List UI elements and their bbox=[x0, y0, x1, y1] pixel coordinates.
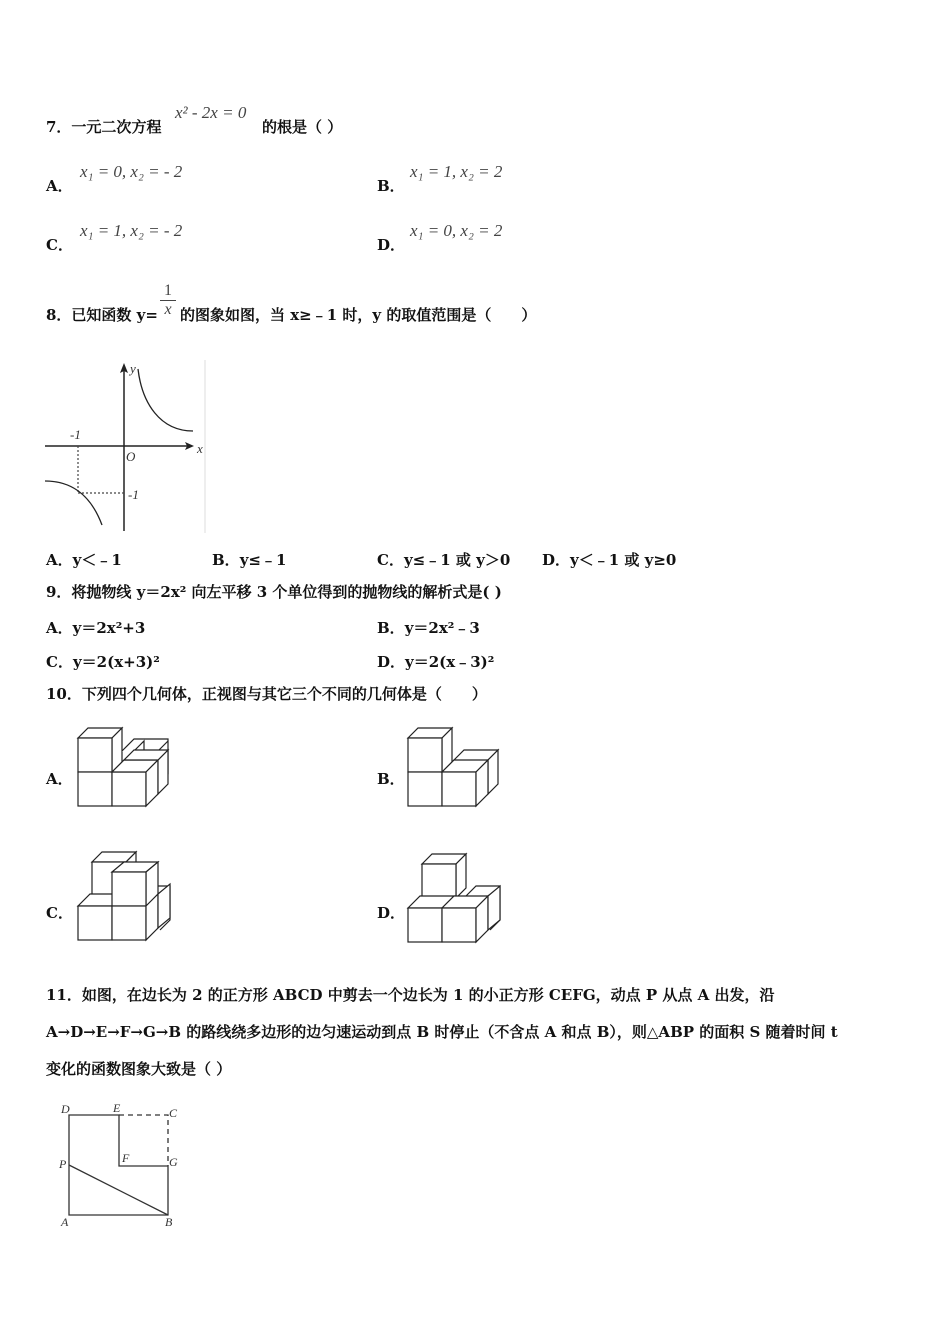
point-d-label: D bbox=[61, 1102, 70, 1116]
segment-pb bbox=[69, 1165, 168, 1215]
q7-tail: 的根是（ ） bbox=[262, 118, 343, 136]
q11-line1: 11．如图，在边长为 2 的正方形 ABCD 中剪去一个边长为 1 的小正方形 CEFG，动点 P 从点 A 出发，沿 bbox=[46, 986, 775, 1004]
q10-solid-d bbox=[408, 852, 503, 944]
x-axis-label: x bbox=[197, 441, 203, 456]
neg-one-x-label: -1 bbox=[70, 427, 81, 442]
q10-option-d-label: D． bbox=[377, 904, 406, 922]
q7-option-a-label: A． bbox=[46, 177, 73, 195]
q7-option-b-text: x₁ = 1, x₂ = 2 bbox=[410, 162, 503, 181]
q9-stem: 9．将抛物线 y＝2x² 向左平移 3 个单位得到的抛物线的解析式是( ) bbox=[46, 583, 502, 601]
q9-option-b: B．y＝2x²﹣3 bbox=[377, 619, 480, 637]
q9-option-a: A．y＝2x²+3 bbox=[46, 619, 146, 637]
q8-stem: 8．已知函数 y= bbox=[46, 306, 158, 324]
hyperbola-branch-negative bbox=[45, 481, 102, 525]
q8-option-d: D．y＜﹣1 或 y≥0 bbox=[542, 551, 677, 569]
q10-option-a-label: A． bbox=[46, 770, 73, 788]
q8-option-a: A．y＜﹣1 bbox=[46, 551, 122, 569]
q10-option-c-label: C． bbox=[46, 904, 73, 922]
q10-solid-c bbox=[78, 850, 173, 945]
point-a-label: A bbox=[61, 1215, 69, 1229]
q8-option-b: B．y≤﹣1 bbox=[212, 551, 287, 569]
q8-option-c: C．y≤﹣1 或 y＞0 bbox=[377, 551, 511, 569]
point-c-label: C bbox=[169, 1106, 178, 1120]
q7-option-d-label: D． bbox=[377, 236, 406, 254]
q7-option-d-text: x₁ = 0, x₂ = 2 bbox=[410, 221, 503, 240]
q8-frac-numerator: 1 bbox=[164, 282, 172, 299]
q7-option-c-label: C． bbox=[46, 236, 73, 254]
q7-option-a-text: x₁ = 0, x₂ = - 2 bbox=[80, 162, 183, 181]
q7-stem: 7．一元二次方程 bbox=[46, 118, 162, 136]
q7-option-c-text: x₁ = 1, x₂ = - 2 bbox=[80, 221, 183, 240]
point-b-label: B bbox=[165, 1215, 173, 1229]
q8-fraction bbox=[160, 282, 176, 319]
q10-solid-b bbox=[408, 726, 503, 811]
q9-option-c: C．y＝2(x+3)² bbox=[46, 653, 160, 671]
point-p-label: P bbox=[59, 1157, 67, 1171]
point-e-label: E bbox=[113, 1101, 121, 1115]
q8-tail: 的图象如图，当 x≥﹣1 时，y 的取值范围是（ ） bbox=[180, 306, 537, 324]
origin-label: O bbox=[126, 449, 136, 464]
q11-line3: 变化的函数图象大致是（ ） bbox=[46, 1060, 232, 1078]
q10-stem: 10．下列四个几何体，正视图与其它三个不同的几何体是（ ） bbox=[46, 685, 487, 703]
q11-figure bbox=[55, 1098, 190, 1233]
q9-option-d: D．y＝2(x﹣3)² bbox=[377, 653, 495, 671]
q10-solid-a bbox=[78, 718, 173, 810]
q7-formula: x² - 2x = 0 bbox=[175, 103, 247, 122]
neg-one-y-label: -1 bbox=[128, 487, 139, 502]
q10-option-b-label: B． bbox=[377, 770, 405, 788]
point-g-label: G bbox=[169, 1155, 178, 1169]
polygon-outline bbox=[69, 1115, 168, 1215]
y-axis-label: y bbox=[130, 361, 136, 376]
q7-option-b-label: B． bbox=[377, 177, 405, 195]
q11-line2: A→D→E→F→G→B 的路线绕多边形的边匀速运动到点 B 时停止（不含点 A 和点 B），则△ABP 的面积 S 随着时间 t bbox=[46, 1023, 838, 1041]
point-f-label: F bbox=[122, 1151, 130, 1165]
q8-graph bbox=[40, 355, 210, 535]
q8-frac-denominator: x bbox=[160, 300, 176, 319]
hyperbola-branch-positive bbox=[138, 369, 193, 431]
